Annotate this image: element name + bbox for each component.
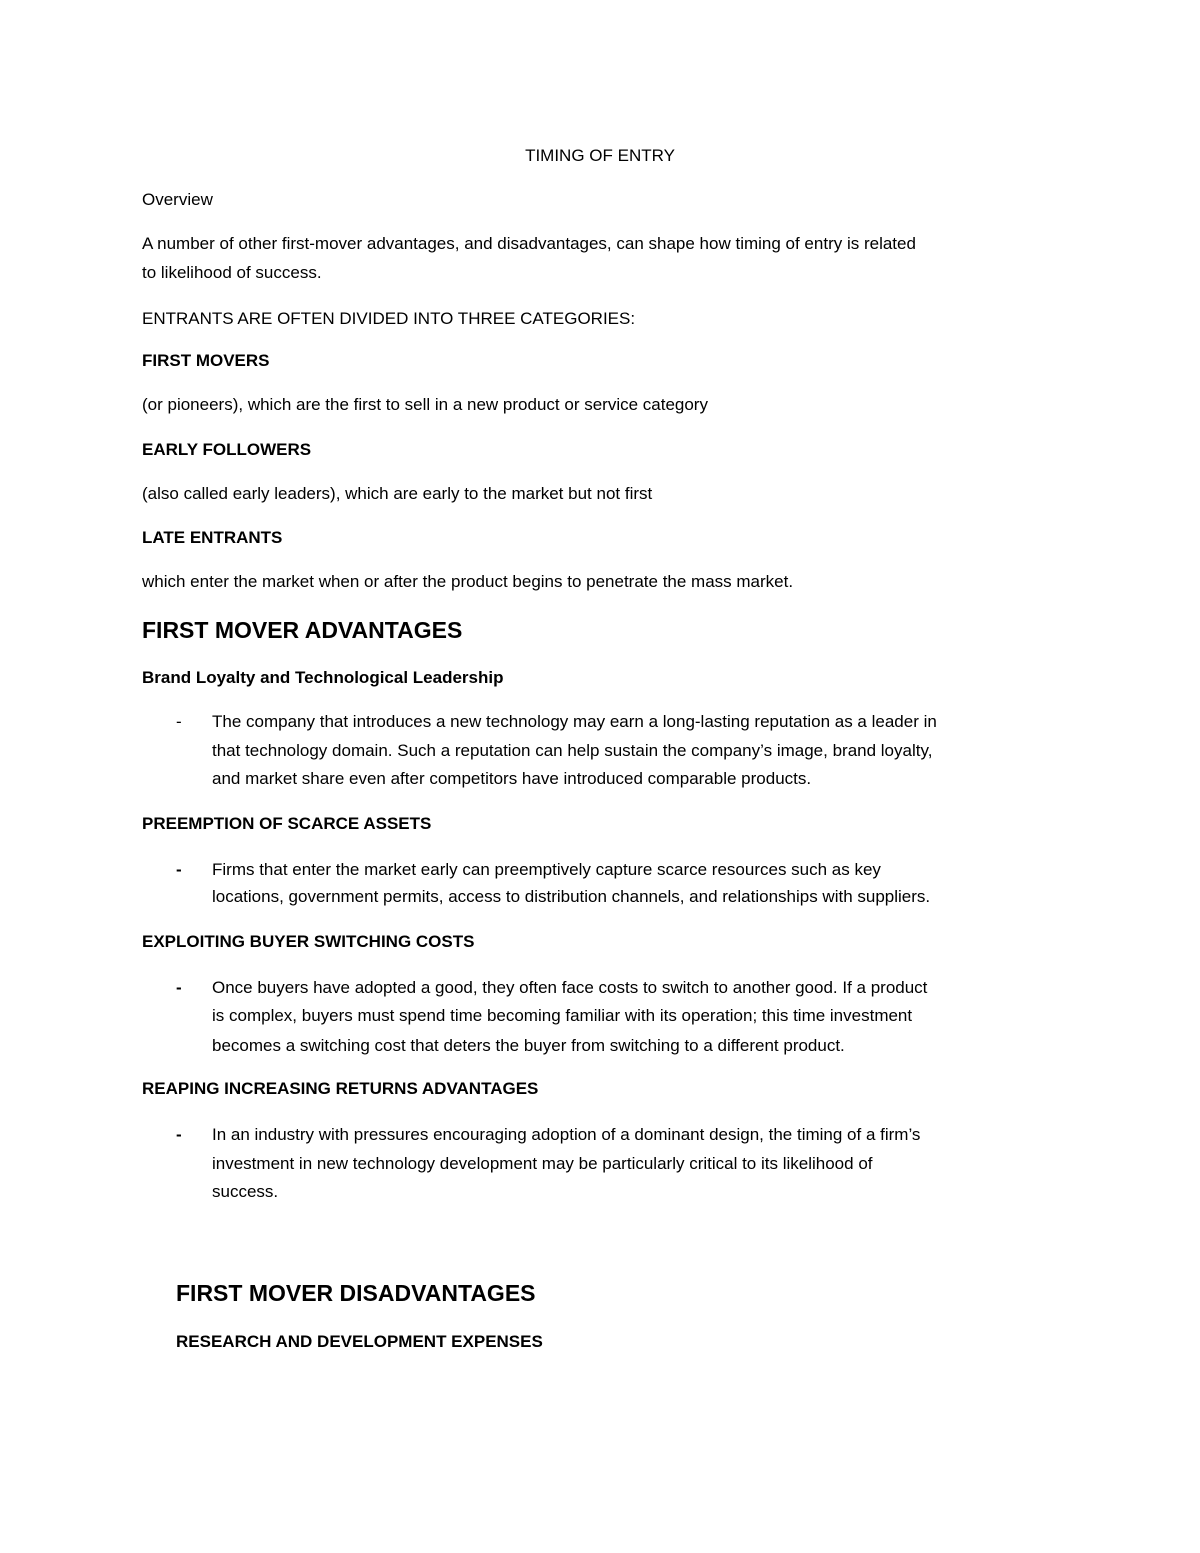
section-title-switching-costs: EXPLOITING BUYER SWITCHING COSTS	[142, 932, 475, 951]
overview-label: Overview	[142, 190, 213, 209]
intro-line: to likelihood of success.	[142, 263, 322, 282]
bullet-line: and market share even after competitors have introduced comparable products.	[212, 769, 812, 788]
bullet-marker: -	[176, 860, 182, 879]
category-description: (also called early leaders), which are early to the market but not first	[142, 484, 653, 503]
category-name-late-entrants: LATE ENTRANTS	[142, 528, 283, 547]
category-description: which enter the market when or after the product begins to penetrate the mass market.	[142, 572, 794, 591]
bullet-line: that technology domain. Such a reputation can help sustain the company’s image, brand loyalty,	[212, 741, 933, 760]
section-title-preemption: PREEMPTION OF SCARCE ASSETS	[142, 814, 432, 833]
bullet-marker: -	[176, 712, 182, 731]
advantages-heading: FIRST MOVER ADVANTAGES	[142, 617, 463, 643]
intro-line: A number of other first-mover advantages, and disadvantages, can shape how timing of entry is related	[142, 234, 916, 253]
document-title: TIMING OF ENTRY	[525, 146, 675, 165]
section-title-increasing-returns: REAPING INCREASING RETURNS ADVANTAGES	[142, 1079, 539, 1098]
section-title-brand-loyalty: Brand Loyalty and Technological Leadership	[142, 668, 504, 687]
bullet-line: investment in new technology development may be particularly critical to its likelihood of	[212, 1154, 873, 1173]
bullet-line: becomes a switching cost that deters the buyer from switching to a different product.	[212, 1036, 845, 1055]
disadvantages-heading: FIRST MOVER DISADVANTAGES	[176, 1280, 536, 1306]
bullet-line: Firms that enter the market early can preemptively capture scarce resources such as key	[212, 860, 881, 879]
bullet-line: The company that introduces a new technology may earn a long-lasting reputation as a leader in	[212, 712, 937, 731]
bullet-marker: -	[176, 1125, 182, 1144]
bullet-marker: -	[176, 978, 182, 997]
category-description: (or pioneers), which are the first to sell in a new product or service category	[142, 395, 708, 414]
bullet-line: In an industry with pressures encouraging adoption of a dominant design, the timing of a firm’s	[212, 1125, 921, 1144]
categories-heading: ENTRANTS ARE OFTEN DIVIDED INTO THREE CATEGORIES:	[142, 309, 636, 328]
section-title-rd-expenses: RESEARCH AND DEVELOPMENT EXPENSES	[176, 1332, 543, 1351]
category-name-first-movers: FIRST MOVERS	[142, 351, 270, 370]
bullet-line: success.	[212, 1182, 279, 1201]
bullet-line: Once buyers have adopted a good, they often face costs to switch to another good. If a product	[212, 978, 928, 997]
bullet-line: locations, government permits, access to distribution channels, and relationships with suppliers.	[212, 887, 931, 906]
bullet-line: is complex, buyers must spend time becoming familiar with its operation; this time investment	[212, 1006, 913, 1025]
category-name-early-followers: EARLY FOLLOWERS	[142, 440, 312, 459]
